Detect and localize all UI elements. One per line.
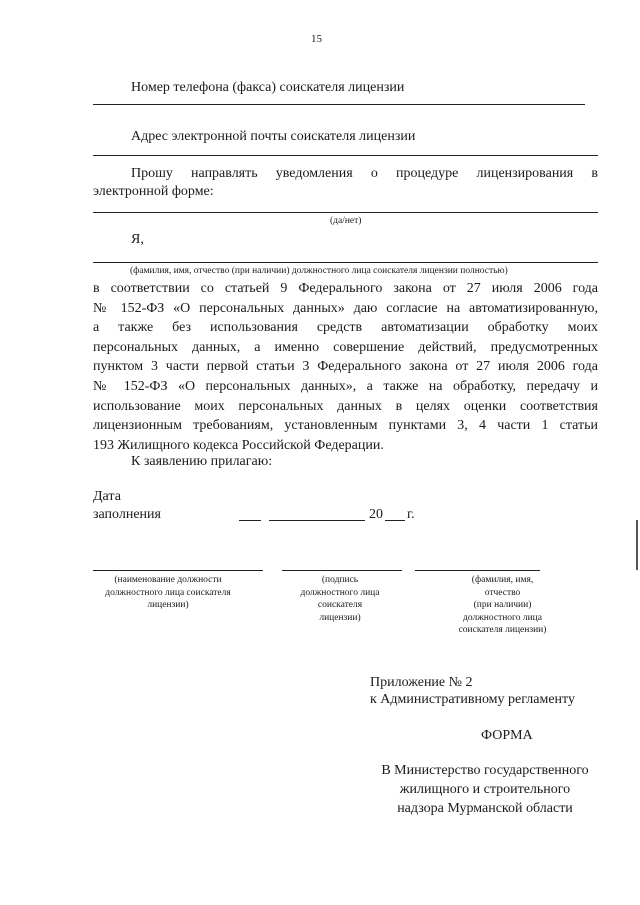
addressee-block [358,761,612,818]
caption-line: должностного лица [463,612,542,623]
notify-request-line1: Прошу направлять уведомления о процедуре лицензирования в [131,166,598,181]
consent-line: в соответствии со статьей 9 Федерального закона от 27 июля 2006 года [93,281,598,296]
date-year-line[interactable] [385,520,405,521]
phone-label: Номер телефона (факса) соискателя лицензии [131,80,405,95]
name-signature-line[interactable] [415,570,540,571]
caption-line: лицензии) [319,612,361,623]
caption-line: соискателя лицензии) [458,625,547,635]
notify-answer-line[interactable] [93,212,598,213]
appendix-title: Приложение № 2 [370,675,473,690]
addressee-line: надзора Мурманской области [397,801,573,816]
consent-line: персональных данных, а именно совершение действий, предусмотренных [93,339,598,355]
consent-ya: Я, [131,232,144,247]
email-label: Адрес электронной почты соискателя лицензии [131,129,416,144]
caption-line: отчество [484,587,521,598]
full-name-line[interactable] [93,262,598,263]
caption-line: (фамилия, имя, [471,575,534,585]
attachments-label: К заявлению прилагаю: [131,454,273,469]
date-year-suffix: г. [407,507,415,522]
date-year-prefix: 20 [369,507,383,522]
notify-request-line2: электронной форме: [93,184,214,199]
position-signature-line[interactable] [93,570,263,571]
appendix-subtitle: к Административному регламенту [370,692,575,707]
caption-line: (подпись [321,575,359,585]
caption-line: (наименование должности [114,575,222,585]
caption-line: должностного лица соискателя [105,587,231,598]
consent-paragraph [93,279,598,455]
addressee-line: В Министерство государственного [381,763,589,778]
caption-line: лицензии) [147,600,189,610]
consent-line: № 152-ФЗ «О персональных данных» даю согласие на автоматизированную, [93,300,598,316]
consent-line: использование моих персональных данных в целях оценки соответствия [93,398,598,414]
phone-input-line[interactable] [93,104,585,105]
caption-line: (при наличии) [473,600,532,610]
signature-line[interactable] [282,570,402,571]
scan-edge-mark [636,520,638,570]
form-label: ФОРМА [481,728,533,743]
full-name-caption [440,574,565,637]
consent-line: 193 Жилищного кодекса Российской Федерации. [93,437,384,453]
caption-line: соискателя [317,600,363,610]
date-label-line2: заполнения [93,507,161,522]
yes-no-hint: (да/нет) [330,216,362,226]
consent-line: а также без использования средств автоматизации обработку моих [93,320,598,336]
page-number: 15 [311,33,322,45]
date-day-line[interactable] [239,520,261,521]
consent-line: лицензионным требованиям, установленным пунктами 3, 4 части 1 статьи [93,418,598,434]
consent-line: пунктом 3 части первой статьи 3 Федерального закона от 27 июля 2006 года [93,359,598,375]
addressee-line: жилищного и строительного [399,782,571,797]
full-name-hint: (фамилия, имя, отчество (при наличии) должностного лица соискателя лицензии полностью) [130,266,508,276]
caption-line: должностного лица [300,587,380,598]
email-input-line[interactable] [93,155,598,156]
consent-line: № 152-ФЗ «О персональных данных», а также на обработку, передачу и [93,378,598,394]
position-caption [88,574,248,612]
date-month-line[interactable] [269,520,365,521]
date-label-line1: Дата [93,489,121,504]
signature-caption [285,574,395,624]
